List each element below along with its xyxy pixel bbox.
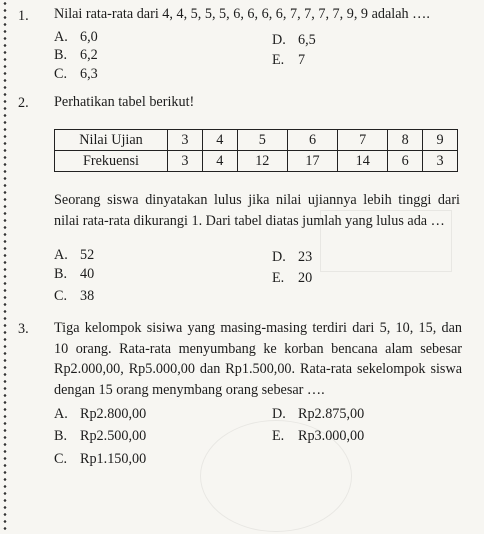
option-value: Rp2.875,00: [298, 406, 365, 422]
question-text: Perhatikan tabel berikut!: [54, 94, 195, 110]
option-value: Rp3.000,00: [298, 428, 365, 444]
table-cell: 14: [338, 151, 388, 172]
option-d[interactable]: [272, 406, 364, 423]
option-letter: B.: [54, 47, 68, 63]
option-value: Rp2.800,00: [80, 406, 147, 422]
option-e[interactable]: [272, 52, 305, 69]
frequency-table: [54, 129, 458, 172]
option-value: 52: [80, 247, 95, 263]
table-cell: 3: [168, 130, 203, 151]
option-value: 6,0: [80, 29, 98, 45]
option-a[interactable]: [54, 247, 94, 264]
option-letter: E.: [272, 428, 285, 444]
option-value: 23: [298, 249, 313, 265]
option-letter: A.: [54, 247, 68, 263]
table-cell: 7: [338, 130, 388, 151]
option-d[interactable]: [272, 249, 312, 266]
option-value: Rp2.500,00: [80, 428, 147, 444]
table-cell: 5: [237, 130, 287, 151]
question-text: Tiga kelompok sisiwa yang masing-masing terdiri dari 5, 10, 15, dan 10 orang. Rata-rata menyumbang ke korban bencana alam sebesar Rp2.000,00, Rp5.000,00 dan Rp1.500,00. Rata-rata sekelompok siswa dengan 15 orang menymbang orang sebesar ….: [54, 320, 462, 398]
option-a[interactable]: [54, 29, 98, 46]
option-letter: C.: [54, 288, 68, 304]
option-b[interactable]: [54, 266, 94, 283]
question-followup: Seorang siswa dinyatakan lulus jika nilai ujiannya lebih tinggi dari nilai rata-rata dikurangi 1. Dari tabel diatas jumlah yang lulus ada …: [54, 192, 460, 229]
table-cell: 3: [423, 151, 458, 172]
option-b[interactable]: [54, 428, 146, 445]
question-number: 2.: [18, 95, 29, 111]
option-d[interactable]: [272, 32, 316, 49]
option-value: 20: [298, 270, 313, 286]
table-cell: Frekuensi: [55, 151, 168, 172]
table-cell: 9: [423, 130, 458, 151]
option-e[interactable]: [272, 428, 364, 445]
option-c[interactable]: [54, 451, 146, 468]
option-value: 38: [80, 288, 95, 304]
table-cell: Nilai Ujian: [55, 130, 168, 151]
option-letter: E.: [272, 52, 285, 68]
table-row: [55, 151, 458, 172]
option-letter: E.: [272, 270, 285, 286]
option-b[interactable]: [54, 47, 98, 64]
option-value: 6,2: [80, 47, 98, 63]
option-letter: C.: [54, 66, 68, 82]
question-text: Nilai rata-rata dari 4, 4, 5, 5, 5, 6, 6, 6, 6, 7, 7, 7, 7, 9, 9 adalah ….: [54, 6, 430, 22]
table-cell: 4: [202, 151, 237, 172]
option-letter: D.: [272, 249, 286, 265]
option-value: Rp1.150,00: [80, 451, 147, 467]
table-cell: 12: [237, 151, 287, 172]
option-a[interactable]: [54, 406, 146, 423]
option-letter: B.: [54, 266, 68, 282]
option-value: 40: [80, 266, 95, 282]
option-c[interactable]: [54, 288, 94, 305]
binding-dots: [3, 0, 7, 534]
option-letter: A.: [54, 29, 68, 45]
option-value: 7: [298, 52, 306, 68]
table-cell: 6: [388, 151, 423, 172]
option-e[interactable]: [272, 270, 312, 287]
option-letter: D.: [272, 406, 286, 422]
table-cell: 3: [168, 151, 203, 172]
table-header-row: [55, 130, 458, 151]
option-letter: D.: [272, 32, 286, 48]
option-letter: A.: [54, 406, 68, 422]
option-letter: B.: [54, 428, 68, 444]
option-value: 6,5: [298, 32, 316, 48]
option-c[interactable]: [54, 66, 98, 83]
option-letter: C.: [54, 451, 68, 467]
table-cell: 8: [388, 130, 423, 151]
option-value: 6,3: [80, 66, 98, 82]
table-cell: 4: [202, 130, 237, 151]
question-number: 3.: [18, 321, 29, 337]
table-cell: 6: [287, 130, 337, 151]
question-number: 1.: [18, 8, 29, 24]
table-cell: 17: [287, 151, 337, 172]
